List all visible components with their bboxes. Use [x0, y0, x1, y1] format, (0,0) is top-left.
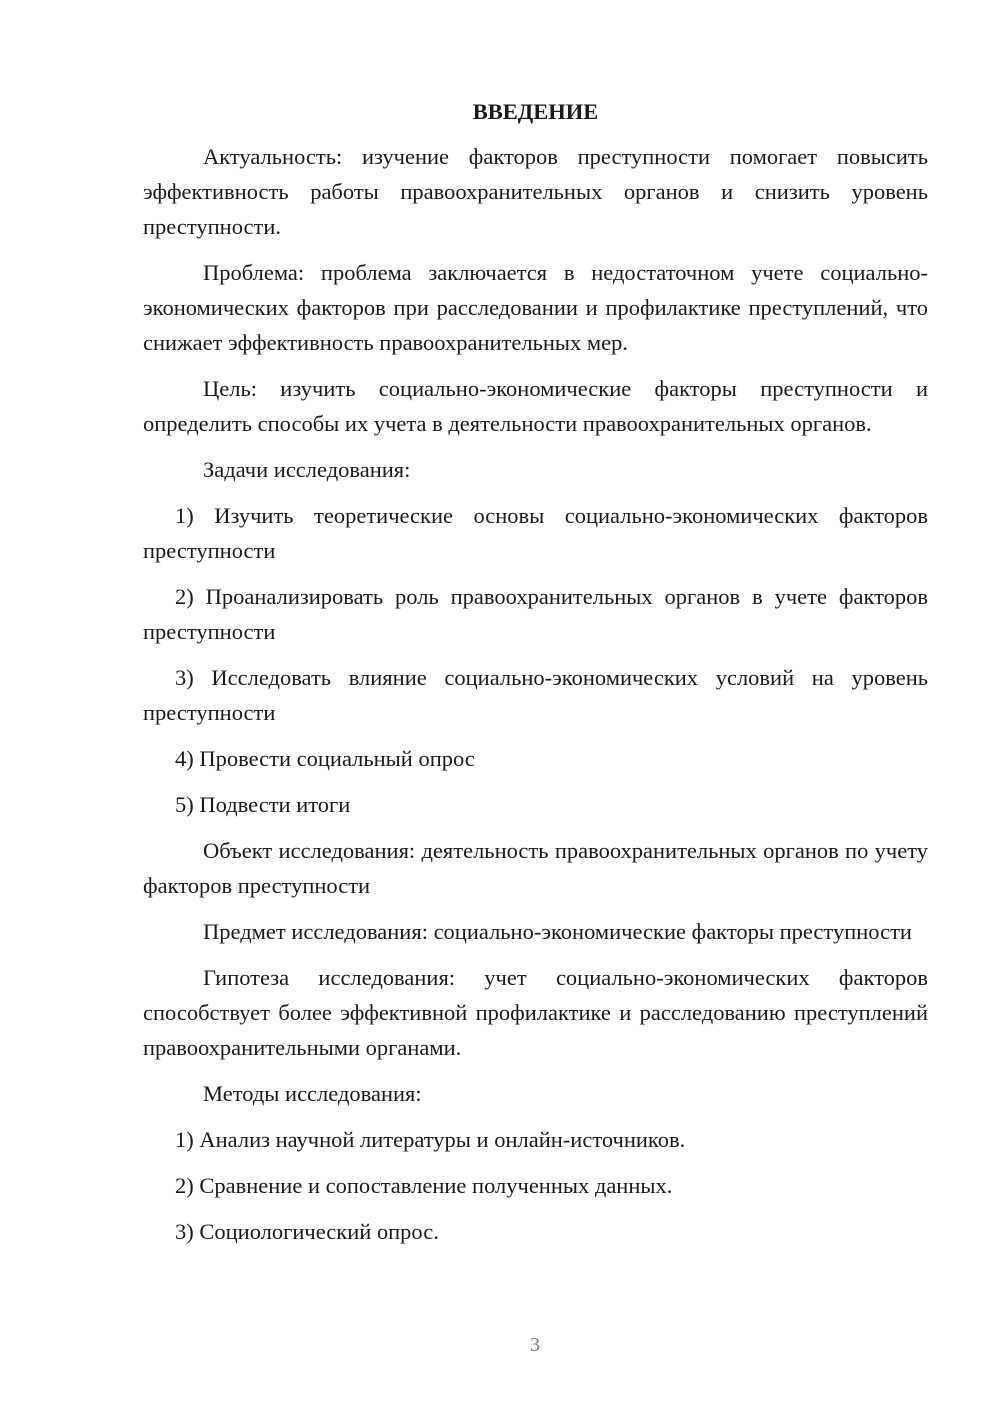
tasks-heading: Задачи исследования:	[203, 457, 411, 482]
object-paragraph: Объект исследования: деятельность правоохранительных органов по учету факторов преступности	[143, 838, 928, 898]
page-content	[143, 94, 928, 1260]
method-item: 2) Сравнение и сопоставление полученных данных.	[175, 1173, 673, 1198]
task-item: 3) Исследовать влияние социально-экономических условий на уровень преступности	[143, 665, 928, 725]
methods-heading: Методы исследования:	[203, 1081, 422, 1106]
section-title: ВВЕДЕНИЕ	[472, 99, 599, 124]
hypothesis-paragraph: Гипотеза исследования: учет социально-экономических факторов способствует более эффективной профилактике и расследованию преступлений правоохранительными органами.	[143, 965, 928, 1060]
method-item: 1) Анализ научной литературы и онлайн-источников.	[175, 1127, 686, 1152]
goal-paragraph: Цель: изучить социально-экономические факторы преступности и определить способы их учета в деятельности правоохранительных органов.	[143, 376, 928, 436]
subject-paragraph: Предмет исследования: социально-экономические факторы преступности	[203, 919, 912, 944]
method-item: 3) Социологический опрос.	[175, 1219, 439, 1244]
task-item: 1) Изучить теоретические основы социально-экономических факторов преступности	[143, 503, 928, 563]
problem-paragraph: Проблема: проблема заключается в недостаточном учете социально-экономических факторов при расследовании и профилактике преступлений, что снижает эффективность правоохранительных мер.	[143, 260, 928, 355]
relevance-paragraph: Актуальность: изучение факторов преступности помогает повысить эффективность работы правоохранительных органов и снизить уровень преступности.	[143, 144, 928, 239]
task-item: 2) Проанализировать роль правоохранительных органов в учете факторов преступности	[143, 584, 928, 644]
page-number: 3	[530, 1334, 540, 1356]
task-item: 5) Подвести итоги	[175, 792, 351, 817]
task-item: 4) Провести социальный опрос	[175, 746, 475, 771]
